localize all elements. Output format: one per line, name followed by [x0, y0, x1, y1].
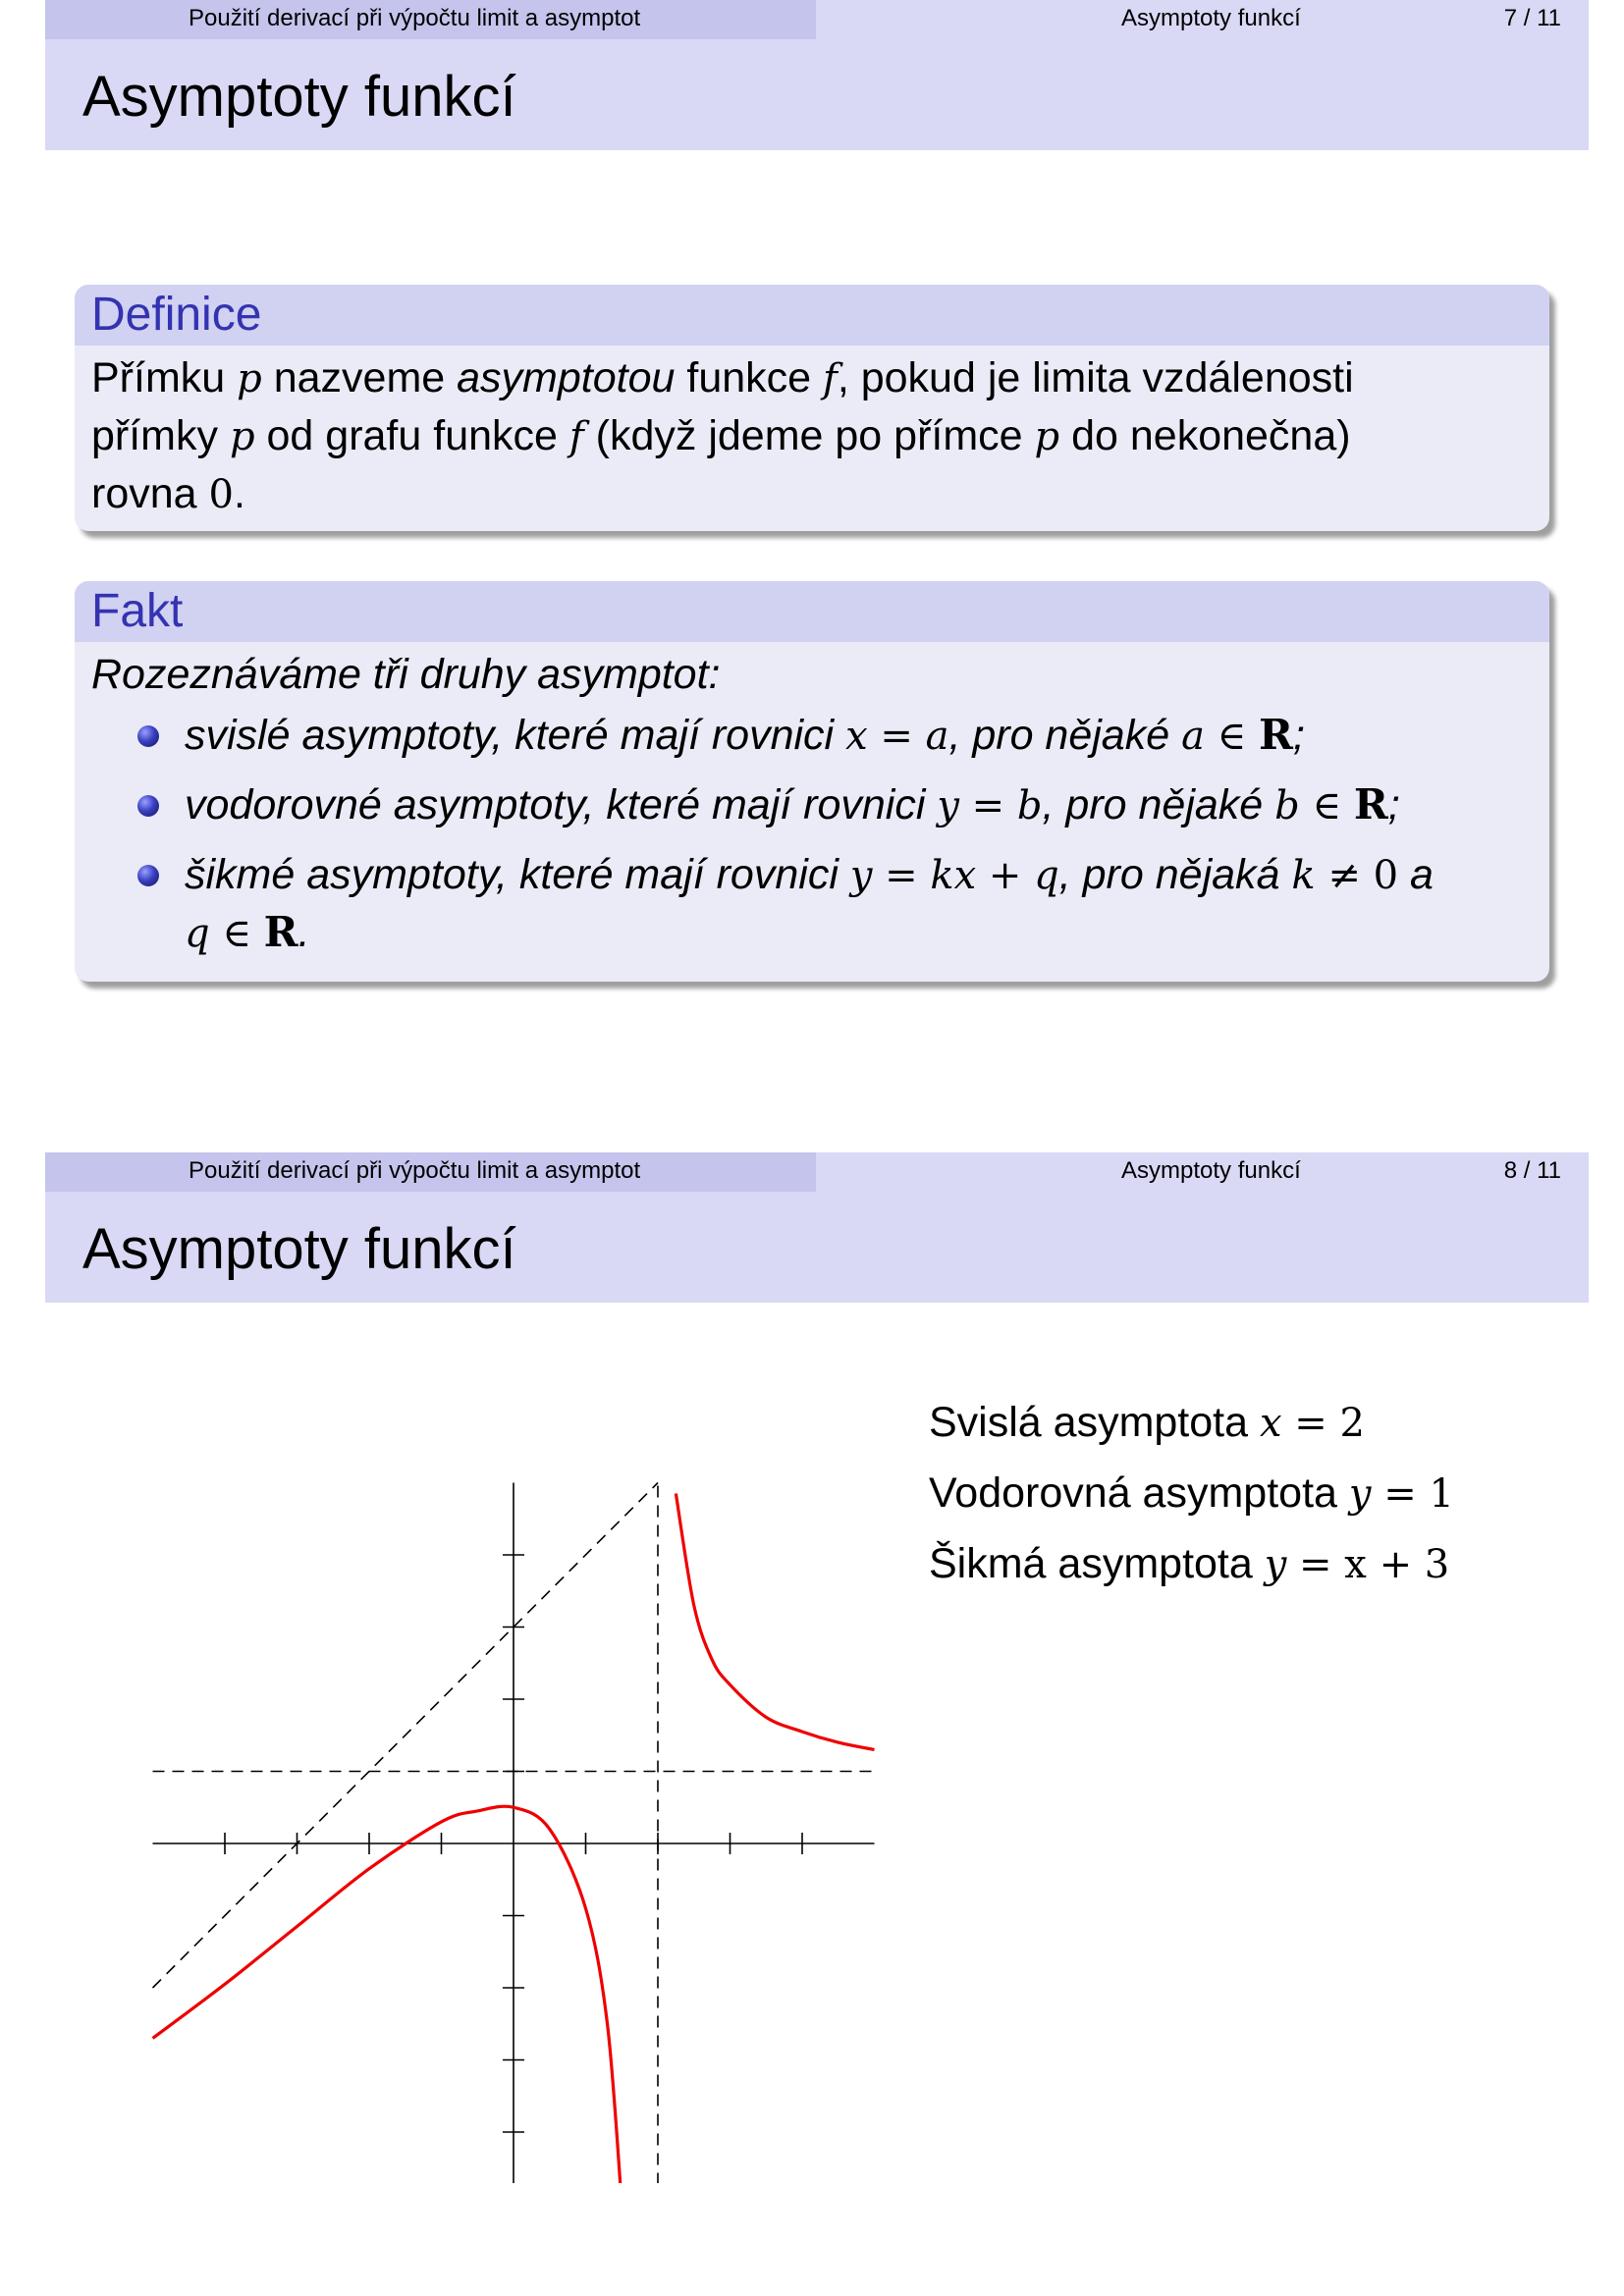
asymptote-types-list: [91, 707, 1530, 962]
page-number: 8 / 11: [1503, 1157, 1561, 1184]
function-curve-left-branch: [153, 1806, 623, 2183]
horizontal-asymptote-label: Vodorovná asymptota y = 1: [929, 1469, 1454, 1517]
vertical-asymptote-label: Svislá asymptota x = 2: [929, 1399, 1365, 1446]
asymptote-graph: [45, 1152, 929, 2183]
bullet-icon: [137, 865, 159, 886]
fact-title: Fakt: [75, 581, 1549, 642]
slide-title: Asymptoty funkcí: [82, 65, 516, 129]
list-item: svislé asymptoty, které mají rovnici x = a, pro nějaké a ∈ R;: [91, 707, 1530, 765]
fact-body: [75, 642, 1549, 982]
page-number: 7 / 11: [1503, 5, 1561, 31]
slide-7: [45, 0, 1589, 1031]
definition-block: [75, 285, 1549, 531]
definition-title: Definice: [75, 285, 1549, 346]
fact-intro: Rozeznáváme tři druhy asymptot:: [91, 651, 721, 698]
slide-header: [45, 0, 1589, 39]
slide-title: Asymptoty funkcí: [82, 1217, 516, 1281]
slide-8: [45, 1152, 1589, 2183]
section-title[interactable]: Asymptoty funkcí: [1121, 5, 1301, 31]
fact-block: [75, 581, 1549, 982]
bullet-icon: [137, 795, 159, 817]
oblique-asymptote: [153, 1483, 659, 1989]
title-bar: [45, 39, 1589, 150]
list-item: vodorovné asymptoty, které mají rovnici y = b, pro nějaké b ∈ R;: [91, 776, 1530, 834]
function-curve-right-branch: [676, 1494, 874, 1750]
course-title[interactable]: Použití derivací při výpočtu limit a asymptot: [189, 5, 641, 31]
definition-body: Přímku p nazveme asymptotou funkce f, pokud je limita vzdálenosti přímky p od grafu funkce f (když jdeme po přímce p do nekonečna) rovna 0.: [91, 354, 1354, 517]
section-title[interactable]: Asymptoty funkcí: [1121, 1157, 1301, 1184]
list-item: šikmé asymptoty, které mají rovnici y = kx + q, pro nějaká k ≠ 0 a q ∈ R.: [91, 846, 1530, 962]
asymptote-equations: [929, 1388, 1454, 1600]
course-title[interactable]: Použití derivací při výpočtu limit a asymptot: [189, 1157, 641, 1184]
oblique-asymptote-label: Šikmá asymptota y = x + 3: [929, 1540, 1450, 1587]
bullet-icon: [137, 725, 159, 747]
